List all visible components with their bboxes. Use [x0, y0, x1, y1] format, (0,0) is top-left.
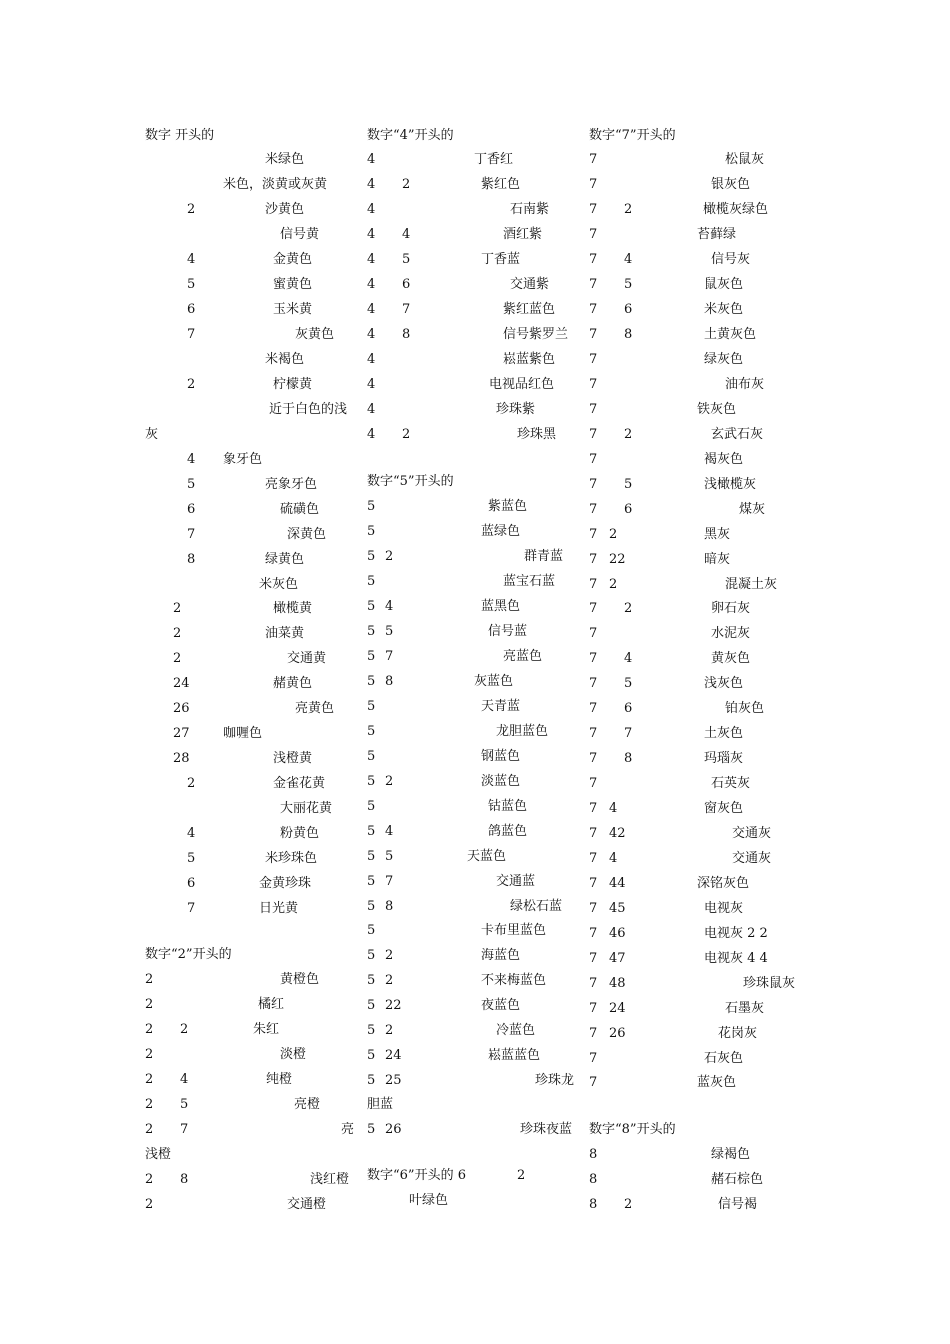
- color-name: 珍珠鼠灰: [743, 976, 796, 991]
- color-name: 信号灰: [711, 252, 751, 267]
- row-code: 7: [589, 402, 598, 417]
- color-name: 大丽花黄: [280, 801, 333, 816]
- section-heading: 数字 开头的: [145, 128, 215, 143]
- row-code: 7: [589, 427, 598, 442]
- row-code: 2: [609, 527, 618, 542]
- row-code: 7: [589, 152, 598, 167]
- color-name: 石灰色: [704, 1051, 744, 1066]
- section-heading: 数字“5”开头的: [367, 474, 454, 489]
- color-name: 钢蓝色: [481, 749, 521, 764]
- color-name: 石墨灰: [725, 1001, 765, 1016]
- color-name: 丁香红: [474, 152, 514, 167]
- row-code: 4: [624, 651, 633, 666]
- color-name: 紫红蓝色: [503, 302, 556, 317]
- row-code: 7: [589, 327, 598, 342]
- row-code: 22: [385, 998, 402, 1013]
- row-code: 26: [173, 701, 190, 716]
- row-code: 8: [589, 1197, 598, 1212]
- row-code: 7: [589, 377, 598, 392]
- color-name: 亮象牙色: [265, 477, 318, 492]
- row-code: 4: [187, 452, 196, 467]
- row-code: 7: [589, 252, 598, 267]
- color-name: 绿褐色: [711, 1147, 751, 1162]
- section-heading: 数字“4”开头的: [367, 128, 454, 143]
- row-code: 26: [609, 1026, 626, 1041]
- color-name: 煤灰: [739, 502, 766, 517]
- row-code: 2: [145, 972, 154, 987]
- color-name: 崧蓝蓝色: [488, 1048, 541, 1063]
- section-heading: 数字“2”开头的: [145, 947, 232, 962]
- color-name: 石英灰: [711, 776, 751, 791]
- row-code: 2: [187, 776, 196, 791]
- color-name: 信号黄: [280, 227, 320, 242]
- color-name: 灰黄色: [295, 327, 335, 342]
- row-code: 7: [589, 751, 598, 766]
- color-name: 龙胆蓝色: [496, 724, 549, 739]
- row-code: 5: [367, 1122, 376, 1137]
- row-code: 7: [589, 826, 598, 841]
- row-code: 5: [385, 624, 394, 639]
- color-name: 窗灰色: [704, 801, 744, 816]
- row-code: 5: [367, 624, 376, 639]
- row-code: 5: [187, 277, 196, 292]
- color-name: 天青蓝: [481, 699, 521, 714]
- color-name: 卡布里蓝色: [481, 923, 547, 938]
- row-code: 7: [589, 177, 598, 192]
- row-code: 4: [385, 824, 394, 839]
- row-code: 7: [589, 477, 598, 492]
- color-name: 交通蓝: [496, 874, 536, 889]
- row-code: 5: [367, 649, 376, 664]
- row-code: 5: [187, 477, 196, 492]
- color-name: 赭石棕色: [711, 1172, 764, 1187]
- row-code: 5: [367, 849, 376, 864]
- color-name: 钴蓝色: [488, 799, 528, 814]
- color-name: 米绿色: [265, 152, 305, 167]
- color-name: 土黄灰色: [704, 327, 757, 342]
- row-code: 22: [609, 552, 626, 567]
- color-name: 珍珠黑: [517, 427, 557, 442]
- color-name: 淡橙: [280, 1047, 307, 1062]
- row-code: 8: [589, 1147, 598, 1162]
- row-code: 5: [367, 574, 376, 589]
- row-code: 5: [624, 477, 633, 492]
- row-code: 2: [402, 177, 411, 192]
- section-heading: 数字“8”开头的: [589, 1122, 676, 1137]
- row-code: 5: [367, 923, 376, 938]
- color-name: 珍珠夜蓝: [520, 1122, 573, 1137]
- color-name: 褐灰色: [704, 452, 744, 467]
- color-name: 水泥灰: [711, 626, 751, 641]
- row-code: 5: [367, 1048, 376, 1063]
- row-code: 6: [624, 701, 633, 716]
- row-code: 7: [589, 801, 598, 816]
- color-name: 日光黄: [259, 901, 299, 916]
- color-name: 蜜黄色: [273, 277, 313, 292]
- color-name: 金雀花黄: [273, 776, 326, 791]
- row-code: 24: [385, 1048, 402, 1063]
- row-code: 7: [589, 626, 598, 641]
- row-code: 6: [187, 502, 196, 517]
- row-code: 5: [367, 774, 376, 789]
- row-code: 4: [367, 327, 376, 342]
- color-name: 米灰色: [704, 302, 744, 317]
- row-code: 7: [589, 726, 598, 741]
- row-code: 25: [385, 1073, 402, 1088]
- row-code: 42: [609, 826, 626, 841]
- row-code: 45: [609, 901, 626, 916]
- row-code: 24: [173, 676, 190, 691]
- row-code: 5: [367, 724, 376, 739]
- color-name: 绿松石蓝: [510, 899, 563, 914]
- row-code: 5: [367, 799, 376, 814]
- row-code: 5: [367, 749, 376, 764]
- color-name: 金黄珍珠: [259, 876, 312, 891]
- row-code: 5: [624, 277, 633, 292]
- color-name: 交通灰: [732, 826, 772, 841]
- color-name: 交通紫: [510, 277, 550, 292]
- row-code: 2: [624, 202, 633, 217]
- row-code: 4: [367, 352, 376, 367]
- row-code: 5: [187, 851, 196, 866]
- row-code: 7: [589, 651, 598, 666]
- row-code: 2: [187, 202, 196, 217]
- color-name: 黄橙色: [280, 972, 320, 987]
- row-code: 7: [589, 776, 598, 791]
- row-code: 2: [624, 601, 633, 616]
- row-code: 7: [624, 726, 633, 741]
- color-name: 珍珠紫: [496, 402, 536, 417]
- row-code: 8: [402, 327, 411, 342]
- row-code: 5: [367, 549, 376, 564]
- row-code: 8: [187, 552, 196, 567]
- color-name: 黄灰色: [711, 651, 751, 666]
- row-code: 4: [367, 277, 376, 292]
- row-code: 2: [145, 1072, 154, 1087]
- section-heading: 数字“6”开头的 6: [367, 1168, 466, 1183]
- color-name: 叶绿色: [409, 1193, 449, 1208]
- color-name: 蓝绿色: [481, 524, 521, 539]
- row-code: 5: [367, 899, 376, 914]
- color-name: 深铭灰色: [697, 876, 750, 891]
- row-code: 8: [180, 1172, 189, 1187]
- row-code: 2: [385, 973, 394, 988]
- color-name: 玉米黄: [273, 302, 313, 317]
- color-name: 亮: [341, 1122, 355, 1137]
- row-code: 26: [385, 1122, 402, 1137]
- row-code: 5: [367, 699, 376, 714]
- row-code: 2: [173, 651, 182, 666]
- color-name: 灰蓝色: [474, 674, 514, 689]
- row-code: 4: [367, 177, 376, 192]
- row-code: 27: [173, 726, 190, 741]
- color-name: 电视灰 4 4: [704, 951, 768, 966]
- row-code: 24: [609, 1001, 626, 1016]
- color-name: 油菜黄: [265, 626, 305, 641]
- color-name: 沙黄色: [265, 202, 305, 217]
- color-name: 电视灰: [704, 901, 744, 916]
- color-name: 浅灰色: [704, 676, 744, 691]
- row-code: 2: [145, 997, 154, 1012]
- color-name: 浅橙黄: [273, 751, 313, 766]
- color-name: 暗灰: [704, 552, 731, 567]
- row-code: 5: [367, 998, 376, 1013]
- color-name: 卵石灰: [711, 601, 751, 616]
- color-name: 不来梅蓝色: [481, 973, 547, 988]
- row-code: 8: [624, 327, 633, 342]
- row-code: 4: [367, 302, 376, 317]
- color-name: 赭黄色: [273, 676, 313, 691]
- color-name: 松鼠灰: [725, 152, 765, 167]
- color-name: 深黄色: [287, 527, 327, 542]
- row-code: 7: [589, 577, 598, 592]
- row-code: 7: [187, 327, 196, 342]
- row-code: 7: [589, 277, 598, 292]
- color-name: 橘红: [258, 997, 285, 1012]
- row-code: 5: [402, 252, 411, 267]
- color-name: 黑灰: [704, 527, 731, 542]
- row-code: 5: [624, 676, 633, 691]
- color-name: 橄榄灰绿色: [703, 202, 769, 217]
- color-name: 电视品红色: [489, 377, 555, 392]
- row-code: 4: [367, 427, 376, 442]
- row-code: 2: [402, 427, 411, 442]
- color-name: 橄榄黄: [273, 601, 313, 616]
- row-code: 4: [187, 826, 196, 841]
- color-name: 玛瑙灰: [704, 751, 744, 766]
- row-code: 7: [589, 676, 598, 691]
- row-code: 2: [145, 1097, 154, 1112]
- row-code: 7: [589, 302, 598, 317]
- color-name: 鸽蓝色: [488, 824, 528, 839]
- row-code: 4: [367, 377, 376, 392]
- row-code: 5: [367, 524, 376, 539]
- color-name: 紫蓝色: [488, 499, 528, 514]
- row-code: 7: [589, 452, 598, 467]
- row-code: 7: [589, 926, 598, 941]
- row-code: 7: [589, 1075, 598, 1090]
- color-name: 近于白色的浅: [269, 402, 348, 417]
- row-code: 2: [145, 1122, 154, 1137]
- row-code: 7: [589, 352, 598, 367]
- color-name: 亮蓝色: [503, 649, 543, 664]
- row-code: 5: [367, 824, 376, 839]
- color-name: 铁灰色: [697, 402, 737, 417]
- row-code: 7: [589, 202, 598, 217]
- color-name: 亮黄色: [295, 701, 335, 716]
- row-code: 7: [589, 502, 598, 517]
- row-code: 6: [624, 502, 633, 517]
- row-code: 4: [609, 851, 618, 866]
- row-code: 2: [624, 427, 633, 442]
- row-code: 2: [609, 577, 618, 592]
- color-name: 信号紫罗兰: [503, 327, 569, 342]
- color-name: 铂灰色: [725, 701, 765, 716]
- color-name: 海蓝色: [481, 948, 521, 963]
- color-name: 油布灰: [725, 377, 765, 392]
- color-name: 丁香蓝: [481, 252, 521, 267]
- color-name: 金黄色: [273, 252, 313, 267]
- color-name: 绿黄色: [265, 552, 305, 567]
- color-name: 交通橙: [287, 1197, 327, 1212]
- color-name: 绿灰色: [704, 352, 744, 367]
- section-heading: 数字“7”开头的: [589, 128, 676, 143]
- row-code: 7: [589, 1051, 598, 1066]
- row-code: 7: [187, 527, 196, 542]
- color-name: 粉黄色: [280, 826, 320, 841]
- row-code: 2: [145, 1022, 154, 1037]
- row-code: 4: [624, 252, 633, 267]
- row-code: 4: [367, 152, 376, 167]
- row-code: 7: [385, 874, 394, 889]
- row-code: 4: [367, 202, 376, 217]
- color-name: 夜蓝色: [481, 998, 521, 1013]
- row-code: 2: [517, 1168, 526, 1183]
- color-name: 信号褐: [718, 1197, 758, 1212]
- color-name: 蓝灰色: [697, 1075, 737, 1090]
- color-name: 米灰色: [259, 577, 299, 592]
- row-code: 4: [187, 252, 196, 267]
- row-code: 5: [385, 849, 394, 864]
- row-code: 4: [180, 1072, 189, 1087]
- color-name: 花岗灰: [718, 1026, 758, 1041]
- row-code: 5: [367, 599, 376, 614]
- color-name: 石南紫: [510, 202, 550, 217]
- row-code: 8: [385, 674, 394, 689]
- color-name: 紫红色: [481, 177, 521, 192]
- color-name: 咖喱色: [223, 726, 263, 741]
- color-name: 崧蓝紫色: [503, 352, 556, 367]
- row-code: 8: [624, 751, 633, 766]
- color-name: 淡蓝色: [481, 774, 521, 789]
- row-code: 6: [187, 876, 196, 891]
- row-code: 7: [589, 1026, 598, 1041]
- color-name: 象牙色: [223, 452, 263, 467]
- row-code: 44: [609, 876, 626, 891]
- row-code: 7: [589, 701, 598, 716]
- row-code: 5: [367, 948, 376, 963]
- row-code: 47: [609, 951, 626, 966]
- row-code: 2: [180, 1022, 189, 1037]
- row-code: 4: [367, 227, 376, 242]
- row-code: 7: [589, 851, 598, 866]
- row-code: 7: [180, 1122, 189, 1137]
- row-code: 2: [187, 377, 196, 392]
- row-code: 7: [589, 901, 598, 916]
- row-code: 7: [589, 227, 598, 242]
- row-code: 6: [402, 277, 411, 292]
- row-code: 46: [609, 926, 626, 941]
- row-code: 7: [589, 1001, 598, 1016]
- color-name: 苔藓绿: [697, 227, 737, 242]
- color-name: 群青蓝: [524, 549, 564, 564]
- row-code: 6: [624, 302, 633, 317]
- color-name: 银灰色: [711, 177, 751, 192]
- row-code: 5: [367, 1073, 376, 1088]
- row-code: 4: [367, 402, 376, 417]
- row-code: 7: [385, 649, 394, 664]
- row-code: 5: [367, 499, 376, 514]
- row-code: 胆蓝: [367, 1097, 394, 1112]
- row-code: 7: [589, 976, 598, 991]
- row-code: 2: [385, 1023, 394, 1038]
- row-code: 4: [609, 801, 618, 816]
- row-code: 2: [173, 601, 182, 616]
- row-code: 2: [145, 1172, 154, 1187]
- color-name: 玄武石灰: [711, 427, 764, 442]
- row-code: 2: [624, 1197, 633, 1212]
- color-name: 混凝土灰: [725, 577, 778, 592]
- row-code: 2: [145, 1047, 154, 1062]
- color-name: 天蓝色: [467, 849, 507, 864]
- row-code: 48: [609, 976, 626, 991]
- row-code: 5: [367, 874, 376, 889]
- row-code: 7: [589, 951, 598, 966]
- color-name: 交通黄: [287, 651, 327, 666]
- row-code: 6: [187, 302, 196, 317]
- row-code: 5: [367, 674, 376, 689]
- color-name: 浅橄榄灰: [704, 477, 757, 492]
- row-code: 7: [589, 552, 598, 567]
- row-code: 4: [402, 227, 411, 242]
- color-name: 酒红紫: [503, 227, 543, 242]
- row-code: 7: [187, 901, 196, 916]
- row-code: 7: [402, 302, 411, 317]
- color-name: 浅红橙: [310, 1172, 350, 1187]
- color-name: 电视灰 2 2: [704, 926, 768, 941]
- color-name: 蓝宝石蓝: [503, 574, 556, 589]
- row-code: 7: [589, 527, 598, 542]
- color-name: 纯橙: [266, 1072, 293, 1087]
- row-code: 2: [385, 549, 394, 564]
- color-name: 硫磺色: [280, 502, 320, 517]
- row-code: 2: [145, 1197, 154, 1212]
- row-code: 5: [367, 973, 376, 988]
- color-name: 交通灰: [732, 851, 772, 866]
- row-code: 2: [385, 774, 394, 789]
- color-name: 米褐色: [265, 352, 305, 367]
- row-code: 灰: [145, 427, 159, 442]
- row-code: 7: [589, 876, 598, 891]
- color-name: 柠檬黄: [273, 377, 313, 392]
- color-name: 蓝黑色: [481, 599, 521, 614]
- row-code: 8: [589, 1172, 598, 1187]
- row-code: 28: [173, 751, 190, 766]
- row-code: 8: [385, 899, 394, 914]
- row-code: 7: [589, 601, 598, 616]
- color-name: 亮橙: [294, 1097, 321, 1112]
- color-name: 珍珠龙: [535, 1073, 575, 1088]
- color-name: 冷蓝色: [496, 1023, 536, 1038]
- color-name: 朱红: [253, 1022, 280, 1037]
- row-code: 2: [173, 626, 182, 641]
- row-code: 4: [385, 599, 394, 614]
- row-code: 5: [367, 1023, 376, 1038]
- row-code: 2: [385, 948, 394, 963]
- color-name: 米色，淡黄或灰黄: [223, 177, 328, 192]
- color-name: 米珍珠色: [265, 851, 318, 866]
- row-code: 4: [367, 252, 376, 267]
- color-name: 鼠灰色: [704, 277, 744, 292]
- row-code: 5: [180, 1097, 189, 1112]
- row-code: 浅橙: [145, 1147, 172, 1162]
- color-name: 土灰色: [704, 726, 744, 741]
- color-name: 信号蓝: [488, 624, 528, 639]
